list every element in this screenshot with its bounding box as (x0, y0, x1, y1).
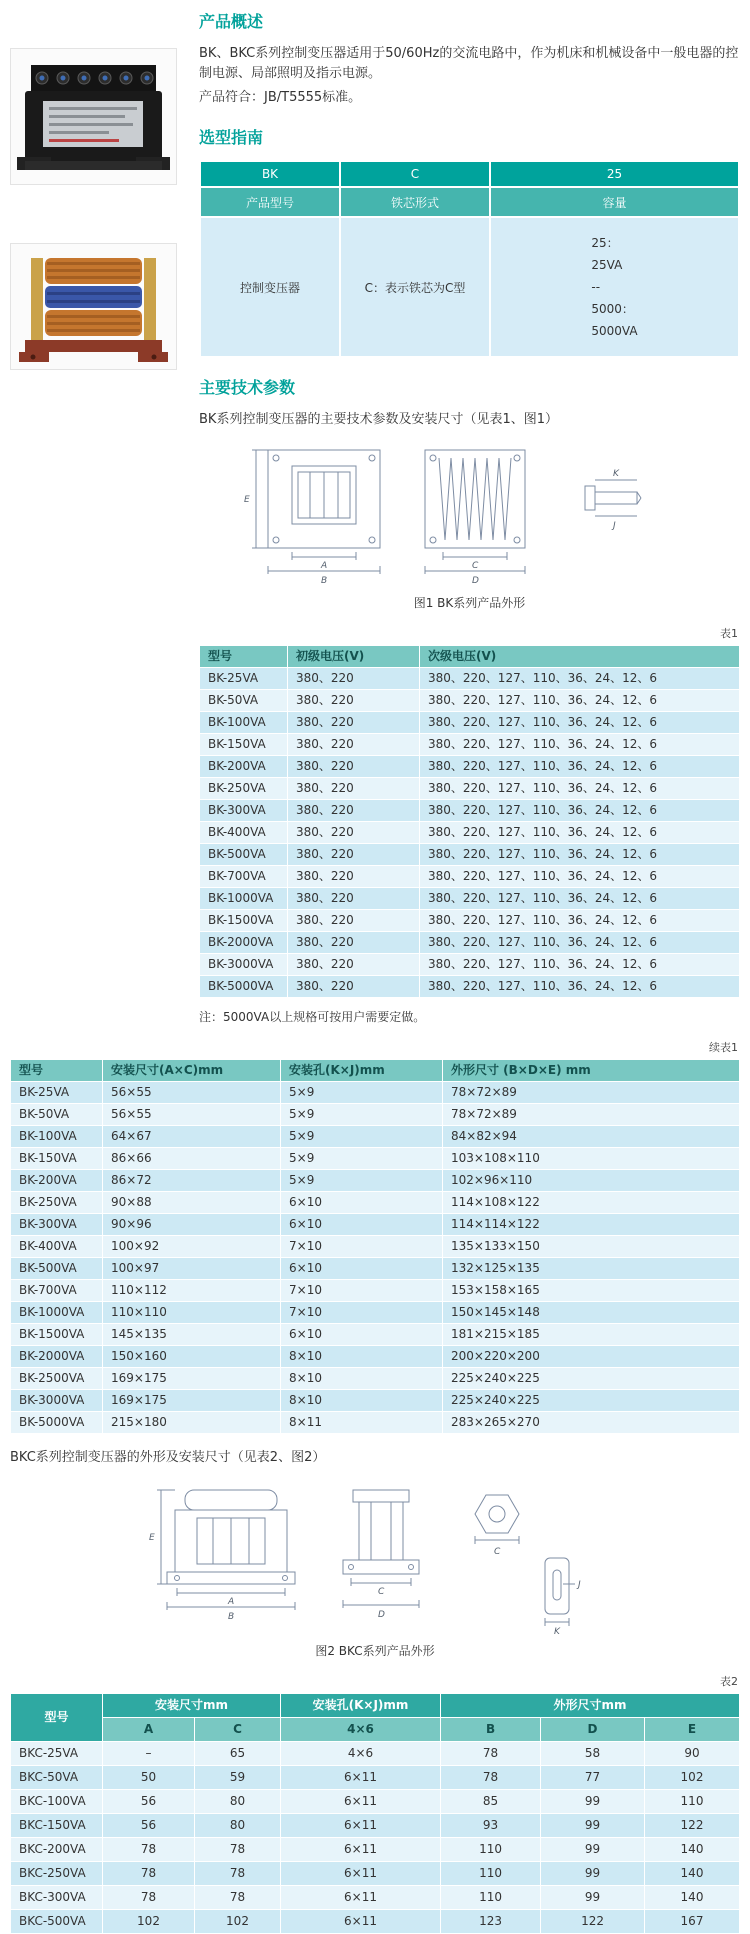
table-cell: 86×72 (103, 1170, 281, 1192)
table-cell: BK-400VA (11, 1236, 103, 1258)
table-cell: 380、220 (288, 954, 420, 976)
dim-label-a: A (228, 1597, 235, 1607)
dim-label-b: B (228, 1612, 235, 1622)
table-cell: 102 (103, 1910, 195, 1934)
table-row (200, 822, 740, 844)
table-cell: 7×10 (281, 1236, 443, 1258)
selection-subheader-cell: 容量 (490, 187, 739, 217)
table-cell: 65 (195, 1742, 281, 1766)
table-cell: BK-300VA (11, 1214, 103, 1236)
table-cell: 59 (195, 1766, 281, 1790)
table-cell: 78×72×89 (443, 1104, 740, 1126)
dim-label-d: D (378, 1610, 385, 1620)
table-cell: 135×133×150 (443, 1236, 740, 1258)
table-row (11, 1302, 740, 1324)
table-cell: BK-150VA (200, 734, 288, 756)
table-cell: 380、220、127、110、36、24、12、6 (420, 778, 740, 800)
table-cell: 380、220、127、110、36、24、12、6 (420, 712, 740, 734)
selection-body-row (200, 217, 739, 357)
dim-label-j: J (612, 521, 616, 531)
table-1-continued-body (11, 1082, 740, 1434)
table-cell: 110×110 (103, 1302, 281, 1324)
table-row (200, 954, 740, 976)
table-cell: 5×9 (281, 1082, 443, 1104)
table-cell: 380、220 (288, 800, 420, 822)
table-2-bkc-dimensions (10, 1693, 740, 1934)
table-cell: BK-50VA (200, 690, 288, 712)
dim-label-hex-c: C (494, 1547, 501, 1557)
table-row (11, 1766, 740, 1790)
table-row (11, 1170, 740, 1192)
table-row (200, 888, 740, 910)
table-cell: 6×11 (281, 1862, 441, 1886)
table-cell: 380、220 (288, 822, 420, 844)
bkc-intro-text: BKC系列控制变压器的外形及安装尺寸（见表2、图2） (10, 1450, 326, 1465)
table-cell: 123 (441, 1910, 541, 1934)
table-cell: 380、220、127、110、36、24、12、6 (420, 734, 740, 756)
full-width-section (10, 1039, 740, 1934)
column-subheader: D (541, 1718, 645, 1742)
column-header: 型号 (11, 1060, 103, 1082)
table-cell: BKC-150VA (11, 1814, 103, 1838)
table-row (11, 1324, 740, 1346)
table-cell: 78 (441, 1766, 541, 1790)
table-cell: 380、220 (288, 778, 420, 800)
bkc-outline-drawing (145, 1474, 605, 1636)
selection-header-cell: 25 (490, 161, 739, 187)
top-columns (10, 12, 740, 1025)
table-cell: 380、220 (288, 910, 420, 932)
table-cell: 169×175 (103, 1368, 281, 1390)
table-cell: 56×55 (103, 1104, 281, 1126)
table-cell: 110 (441, 1886, 541, 1910)
capacity-cell (490, 217, 739, 357)
table-row (11, 1214, 740, 1236)
table-cell: 90×88 (103, 1192, 281, 1214)
table-cell: 6×11 (281, 1910, 441, 1934)
table-cell: 99 (541, 1814, 645, 1838)
table-1-label: 表1 (720, 627, 738, 640)
column-subheader: C (195, 1718, 281, 1742)
table-cell: BK-700VA (11, 1280, 103, 1302)
bkc-transformer-photo (10, 243, 177, 370)
bk-outline-drawing (240, 436, 700, 588)
table-row (11, 1790, 740, 1814)
table-cell: 110 (441, 1838, 541, 1862)
table-row (200, 866, 740, 888)
table-cell: 140 (645, 1886, 740, 1910)
table-cell: 114×108×122 (443, 1192, 740, 1214)
bk-transformer-photo (10, 48, 177, 185)
table-cell: 380、220、127、110、36、24、12、6 (420, 668, 740, 690)
table-cell: 86×66 (103, 1148, 281, 1170)
table-1-continued-dimensions (10, 1059, 740, 1434)
table-cell: BK-200VA (11, 1170, 103, 1192)
table-cell: 167 (645, 1910, 740, 1934)
selection-subheader-row (200, 187, 739, 217)
table-cell: 5×9 (281, 1126, 443, 1148)
column-group-mounting: 安装尺寸mm (103, 1694, 281, 1718)
table-cell: 380、220 (288, 888, 420, 910)
selection-header-cell: BK (200, 161, 340, 187)
table-cell: 5×9 (281, 1148, 443, 1170)
table-cell: 283×265×270 (443, 1412, 740, 1434)
table-cell: 380、220、127、110、36、24、12、6 (420, 800, 740, 822)
table-cell: 225×240×225 (443, 1368, 740, 1390)
table-row (200, 756, 740, 778)
core-type-cell: C：表示铁芯为C型 (340, 217, 490, 357)
table-cell: BK-3000VA (200, 954, 288, 976)
product-photo-bkc (10, 243, 185, 370)
table-cell: 85 (441, 1790, 541, 1814)
table-cell: 90×96 (103, 1214, 281, 1236)
table-cell: BKC-500VA (11, 1910, 103, 1934)
table-header-row (200, 646, 740, 668)
table-cell: 6×11 (281, 1790, 441, 1814)
table-row (11, 1742, 740, 1766)
table-row (11, 1192, 740, 1214)
table-cell: 380、220 (288, 668, 420, 690)
table-cell: 56 (103, 1814, 195, 1838)
table-cell: 8×10 (281, 1346, 443, 1368)
table-1-body (200, 668, 740, 998)
table-cell: 50 (103, 1766, 195, 1790)
table-1-voltages (199, 645, 740, 998)
table-cell: 380、220、127、110、36、24、12、6 (420, 822, 740, 844)
table-cell: 122 (541, 1910, 645, 1934)
table-cell: BK-300VA (200, 800, 288, 822)
figure-2-caption: 图2 BKC系列产品外形 (315, 1644, 435, 1658)
table-cell: 110×112 (103, 1280, 281, 1302)
table-cell: BK-1500VA (200, 910, 288, 932)
table-row (11, 1258, 740, 1280)
table-cell: 56×55 (103, 1082, 281, 1104)
dim-label-k: K (554, 1627, 560, 1637)
table-row (200, 932, 740, 954)
selection-guide-table (199, 160, 740, 358)
table-cell: BK-250VA (200, 778, 288, 800)
column-header: 次级电压(V) (420, 646, 740, 668)
dim-label-a: A (320, 561, 327, 571)
table-cell: BK-250VA (11, 1192, 103, 1214)
table-cell: 114×114×122 (443, 1214, 740, 1236)
table-cell: 380、220 (288, 932, 420, 954)
section-title-tech-params: 主要技术参数 (199, 378, 296, 397)
table-row (11, 1346, 740, 1368)
section-title-overview: 产品概述 (199, 12, 264, 31)
dim-label-c: C (378, 1587, 385, 1597)
table-row (200, 910, 740, 932)
table-row (200, 712, 740, 734)
table-cell: 215×180 (103, 1412, 281, 1434)
table-cell: BK-1000VA (11, 1302, 103, 1324)
table-cell: 380、220 (288, 690, 420, 712)
table-cell: BKC-200VA (11, 1838, 103, 1862)
table-cell: 110 (441, 1862, 541, 1886)
table-cell: – (103, 1742, 195, 1766)
table-cell: 132×125×135 (443, 1258, 740, 1280)
table-cell: 6×11 (281, 1838, 441, 1862)
table-cell: 6×10 (281, 1192, 443, 1214)
table-row (200, 734, 740, 756)
table-1-continued-label: 续表1 (709, 1041, 738, 1054)
column-header: 型号 (200, 646, 288, 668)
table-cell: 80 (195, 1790, 281, 1814)
table-row (11, 1862, 740, 1886)
table-cell: 6×10 (281, 1258, 443, 1280)
section-title-selection: 选型指南 (199, 128, 264, 147)
selection-header-row (200, 161, 739, 187)
table-cell: 380、220 (288, 712, 420, 734)
table-cell: 99 (541, 1838, 645, 1862)
table-cell: 103×108×110 (443, 1148, 740, 1170)
table-cell: 150×160 (103, 1346, 281, 1368)
table-cell: 4×6 (281, 1742, 441, 1766)
table-cell: 153×158×165 (443, 1280, 740, 1302)
table-cell: 380、220 (288, 844, 420, 866)
dim-label-e: E (149, 1533, 155, 1543)
table-row (11, 1280, 740, 1302)
table-cell: BK-2000VA (11, 1346, 103, 1368)
table-row (200, 800, 740, 822)
selection-subheader-cell: 铁芯形式 (340, 187, 490, 217)
dim-label-k: K (612, 469, 619, 479)
table-row (11, 1368, 740, 1390)
table-cell: BKC-25VA (11, 1742, 103, 1766)
table-cell: 78×72×89 (443, 1082, 740, 1104)
column-group-holes: 安装孔(K×J)mm (281, 1694, 441, 1718)
table-cell: BKC-300VA (11, 1886, 103, 1910)
figure-1-caption: 图1 BK系列产品外形 (413, 596, 526, 610)
table-cell: BK-500VA (11, 1258, 103, 1280)
table-cell: 80 (195, 1814, 281, 1838)
table-cell: BK-5000VA (200, 976, 288, 998)
table-cell: 6×11 (281, 1886, 441, 1910)
table-cell: 380、220 (288, 756, 420, 778)
table-cell: BK-500VA (200, 844, 288, 866)
table-cell: 380、220、127、110、36、24、12、6 (420, 756, 740, 778)
table-cell: BK-1000VA (200, 888, 288, 910)
table-cell: 84×82×94 (443, 1126, 740, 1148)
table-cell: BK-25VA (11, 1082, 103, 1104)
selection-subheader-cell: 产品型号 (200, 187, 340, 217)
table-2-body (11, 1742, 740, 1934)
table-cell: 99 (541, 1790, 645, 1814)
table-cell: 380、220 (288, 866, 420, 888)
table-cell: BK-25VA (200, 668, 288, 690)
column-subheader: B (441, 1718, 541, 1742)
table-cell: 78 (103, 1886, 195, 1910)
table-row (11, 1236, 740, 1258)
table-cell: 380、220、127、110、36、24、12、6 (420, 976, 740, 998)
table-group-header-row (11, 1694, 740, 1718)
table-cell: BK-2500VA (11, 1368, 103, 1390)
table-cell: 78 (103, 1862, 195, 1886)
table-cell: 93 (441, 1814, 541, 1838)
table-cell: BK-1500VA (11, 1324, 103, 1346)
table-cell: 380、220、127、110、36、24、12、6 (420, 866, 740, 888)
table-cell: BK-3000VA (11, 1390, 103, 1412)
table-row (200, 778, 740, 800)
table-cell: 99 (541, 1886, 645, 1910)
column-header: 外形尺寸 (B×D×E) mm (443, 1060, 740, 1082)
column-subheader: A (103, 1718, 195, 1742)
capacity-lines: 25： 25VA -- 5000： 5000VA (591, 236, 638, 338)
table-row (11, 1104, 740, 1126)
table-cell: 181×215×185 (443, 1324, 740, 1346)
table-cell: 78 (441, 1742, 541, 1766)
table-cell: 8×10 (281, 1390, 443, 1412)
table-cell: 99 (541, 1862, 645, 1886)
table-cell: BKC-250VA (11, 1862, 103, 1886)
table-cell: 225×240×225 (443, 1390, 740, 1412)
table-row (11, 1148, 740, 1170)
table-cell: 8×10 (281, 1368, 443, 1390)
table-cell: 140 (645, 1838, 740, 1862)
column-header-model: 型号 (11, 1694, 103, 1742)
dim-label-d: D (471, 576, 479, 586)
table-cell: 100×97 (103, 1258, 281, 1280)
table-row (200, 844, 740, 866)
table-cell: 380、220、127、110、36、24、12、6 (420, 954, 740, 976)
table-row (11, 1838, 740, 1862)
tech-intro-text: BK系列控制变压器的主要技术参数及安装尺寸（见表1、图1） (199, 412, 558, 427)
table-cell: 200×220×200 (443, 1346, 740, 1368)
table-cell: 58 (541, 1742, 645, 1766)
table-cell: 5×9 (281, 1104, 443, 1126)
overview-standard-text: 产品符合：JB/T5555标准。 (199, 90, 362, 105)
table-cell: BKC-100VA (11, 1790, 103, 1814)
table-cell: 7×10 (281, 1302, 443, 1324)
figure-2 (10, 1474, 740, 1659)
table-cell: 122 (645, 1814, 740, 1838)
product-photos (10, 12, 185, 1025)
table-cell: 102 (195, 1910, 281, 1934)
dim-label-j: J (578, 1580, 581, 1590)
product-photo-bk (10, 48, 185, 185)
table-row (11, 1886, 740, 1910)
table-cell: BK-700VA (200, 866, 288, 888)
table-cell: 64×67 (103, 1126, 281, 1148)
table-cell: 78 (195, 1838, 281, 1862)
table-cell: 102×96×110 (443, 1170, 740, 1192)
table-cell: 7×10 (281, 1280, 443, 1302)
main-column (199, 12, 740, 1025)
table-cell: BK-400VA (200, 822, 288, 844)
table-1-note: 注：5000VA以上规格可按用户需要定做。 (199, 1010, 426, 1024)
table-row (11, 1390, 740, 1412)
table-cell: 77 (541, 1766, 645, 1790)
table-row (11, 1126, 740, 1148)
table-cell: BK-5000VA (11, 1412, 103, 1434)
table-subheader-row (11, 1718, 740, 1742)
table-cell: 110 (645, 1790, 740, 1814)
table-cell: 5×9 (281, 1170, 443, 1192)
table-cell: 380、220、127、110、36、24、12、6 (420, 888, 740, 910)
table-cell: 380、220、127、110、36、24、12、6 (420, 910, 740, 932)
table-cell: 90 (645, 1742, 740, 1766)
table-cell: 380、220、127、110、36、24、12、6 (420, 932, 740, 954)
table-cell: BK-50VA (11, 1104, 103, 1126)
table-cell: 380、220 (288, 976, 420, 998)
column-header: 安装尺寸(A×C)mm (103, 1060, 281, 1082)
table-cell: 150×145×148 (443, 1302, 740, 1324)
table-cell: 102 (645, 1766, 740, 1790)
table-row (11, 1910, 740, 1934)
table-cell: 380、220 (288, 734, 420, 756)
dim-label-b: B (320, 576, 327, 586)
column-group-outline: 外形尺寸mm (441, 1694, 740, 1718)
table-cell: 6×10 (281, 1324, 443, 1346)
column-subheader: E (645, 1718, 740, 1742)
figure-1 (199, 436, 740, 611)
selection-header-cell: C (340, 161, 490, 187)
table-cell: 100×92 (103, 1236, 281, 1258)
table-row (11, 1814, 740, 1838)
table-cell: 78 (195, 1862, 281, 1886)
table-row (200, 668, 740, 690)
table-cell: 6×10 (281, 1214, 443, 1236)
dim-label-c: C (471, 561, 478, 571)
table-cell: 78 (103, 1838, 195, 1862)
table-cell: 380、220、127、110、36、24、12、6 (420, 690, 740, 712)
table-header-row (11, 1060, 740, 1082)
table-cell: 56 (103, 1790, 195, 1814)
model-name-cell: 控制变压器 (200, 217, 340, 357)
table-cell: BK-100VA (11, 1126, 103, 1148)
column-header: 安装孔(K×J)mm (281, 1060, 443, 1082)
column-subheader: 4×6 (281, 1718, 441, 1742)
table-cell: 8×11 (281, 1412, 443, 1434)
table-cell: 78 (195, 1886, 281, 1910)
table-cell: 145×135 (103, 1324, 281, 1346)
table-row (11, 1082, 740, 1104)
table-2-label: 表2 (720, 1675, 738, 1688)
table-cell: 6×11 (281, 1766, 441, 1790)
column-header: 初级电压(V) (288, 646, 420, 668)
table-cell: BK-150VA (11, 1148, 103, 1170)
table-cell: 6×11 (281, 1814, 441, 1838)
table-cell: 380、220、127、110、36、24、12、6 (420, 844, 740, 866)
table-cell: BKC-50VA (11, 1766, 103, 1790)
table-cell: 140 (645, 1862, 740, 1886)
table-cell: 169×175 (103, 1390, 281, 1412)
table-cell: BK-2000VA (200, 932, 288, 954)
table-row (200, 976, 740, 998)
overview-text: BK、BKC系列控制变压器适用于50/60Hz的交流电路中，作为机床和机械设备中一般电器的控制电源、局部照明及指示电源。 (199, 46, 739, 81)
table-row (11, 1412, 740, 1434)
table-cell: BK-200VA (200, 756, 288, 778)
dim-label-e: E (243, 495, 250, 505)
table-cell: BK-100VA (200, 712, 288, 734)
table-row (200, 690, 740, 712)
